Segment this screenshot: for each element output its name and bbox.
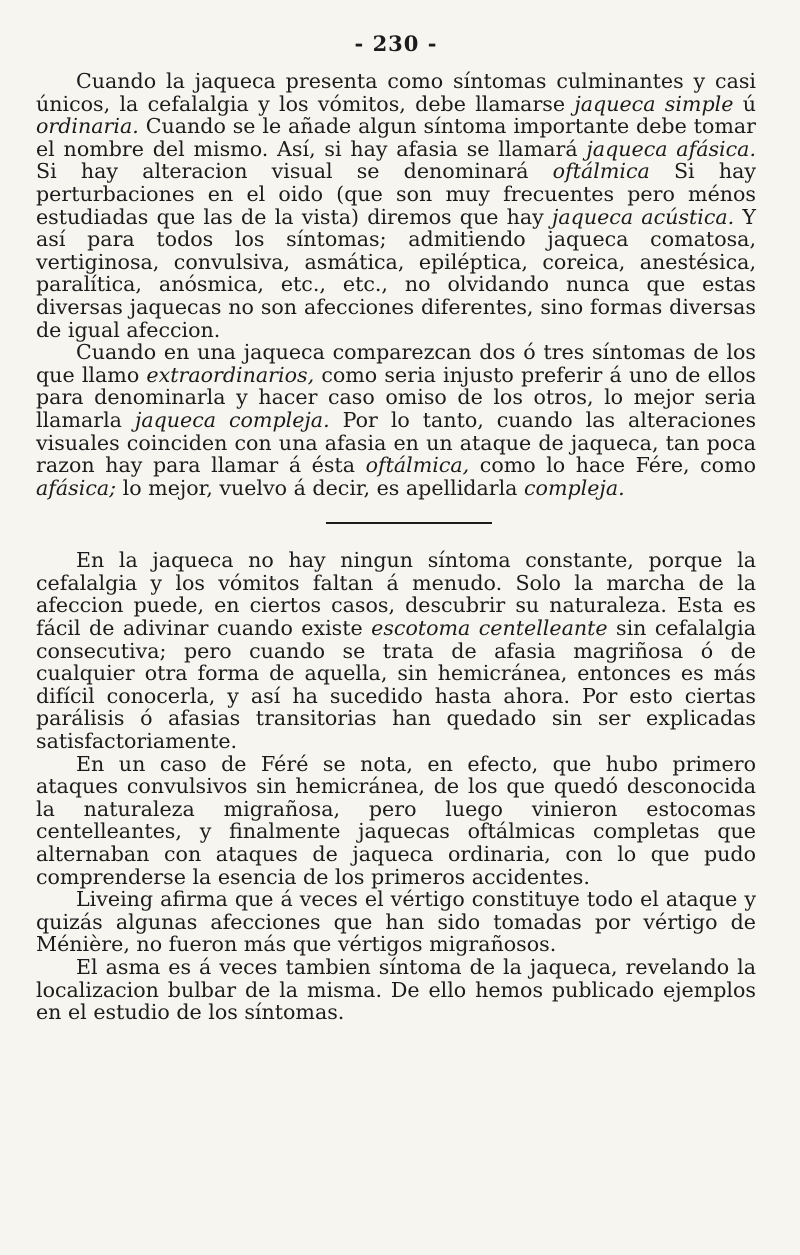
italic-term: compleja.: [524, 475, 625, 500]
italic-term: afásica;: [36, 475, 117, 500]
italic-term: jaqueca acústica.: [552, 204, 735, 229]
text-run: Y así para todos los síntomas; admitiendo jaqueca comatosa, vertiginosa, convulsiva, asmática, epiléptica, coreica, anestésica, paralítica, anósmica, etc., etc., no olvidando nunca que estas diversas jaquecas no son afecciones diferentes, sino formas diversas de igual afeccion.: [36, 204, 756, 342]
italic-term: oftálmica: [552, 159, 650, 184]
text-run: En la jaqueca no hay ningun síntoma constante, porque la cefalalgia y los vómitos faltan á menudo. Solo la marcha de la afeccion puede, en ciertos casos, descubrir su naturaleza. Esta es fácil de adivinar cuando existe: [36, 548, 756, 641]
paragraph-5: [36, 888, 756, 956]
italic-term: extraordinarios,: [146, 362, 315, 387]
italic-term: jaqueca simple: [574, 91, 734, 116]
text-run: El asma es á veces tambien síntoma de la jaqueca, revelando la localizacion bulbar de la misma. De ello hemos publicado ejemplos en el estudio de los síntomas.: [36, 954, 756, 1025]
text-run: como lo hace Fére, como: [469, 453, 756, 478]
text-run: Si hay perturbaciones en el oido (que son muy frecuentes pero ménos estudiadas que las de la vista) diremos que hay: [36, 159, 756, 229]
italic-term: oftálmica,: [365, 453, 470, 478]
text-run: lo mejor, vuelvo á decir, es apellidarla: [116, 475, 525, 500]
italic-term: jaqueca compleja.: [134, 407, 330, 432]
text-run: ú: [733, 91, 756, 116]
text-run: Cuando se le añade algun síntoma importante debe tomar el nombre del mismo. Así, si hay afasia se llamará: [36, 114, 756, 161]
italic-term: escotoma centelleante: [371, 616, 608, 641]
paragraph-4: [36, 753, 756, 889]
paragraph-3: [36, 549, 756, 752]
italic-term: jaqueca afásica.: [586, 136, 756, 161]
section-divider-wrap: [36, 499, 756, 549]
paragraph-1: [36, 70, 756, 341]
book-page: [36, 30, 756, 1024]
text-run: Cuando la jaqueca presenta como síntomas culminantes y casi únicos, la cefalalgia y los vómitos, debe llamarse: [36, 69, 756, 116]
section-divider: [326, 522, 492, 524]
text-run: como seria injusto preferir á uno de ellos para denominarla y hacer caso omiso de los otros, lo mejor seria llamarla: [36, 362, 756, 432]
paragraph-6: [36, 956, 756, 1024]
text-run: Liveing afirma que á veces el vértigo constituye todo el ataque y quizás algunas afecciones que han sido tomadas por vértigo de Ménière, no fueron más que vértigos migrañosos.: [36, 887, 756, 957]
page-number: - 230 -: [354, 31, 438, 56]
text-run: Por lo tanto, cuando las alteraciones visuales coinciden con una afasia en un ataque de jaqueca, tan poca razon hay para llamar á ésta: [36, 407, 757, 478]
text-run: En un caso de Féré se nota, en efecto, que hubo primero ataques convulsivos sin hemicránea, de los que quedó desconocida la naturaleza migrañosa, pero luego vinieron estocomas centelleantes, y finalmente jaquecas oftálmicas completas que alternaban con ataques de jaqueca ordinaria, con lo que pudo comprenderse la esencia de los primeros accidentes.: [36, 751, 756, 889]
italic-term: ordinaria.: [36, 114, 139, 139]
text-run: sin cefalalgia consecutiva; pero cuando se trata de afasia magriñosa ó de cualquier otra forma de aquella, sin hemicránea, entonces es más difícil conocerla, y así ha sucedido hasta ahora. Por esto ciertas parálisis ó afasias transitorias han quedado sin ser explicadas satisfactoriamente.: [36, 616, 756, 754]
text-run: Cuando en una jaqueca comparezcan dos ó tres síntomas de los que llamo: [36, 340, 756, 387]
text-run: Si hay alteracion visual se denominará: [36, 159, 553, 184]
paragraph-2: [36, 341, 756, 499]
